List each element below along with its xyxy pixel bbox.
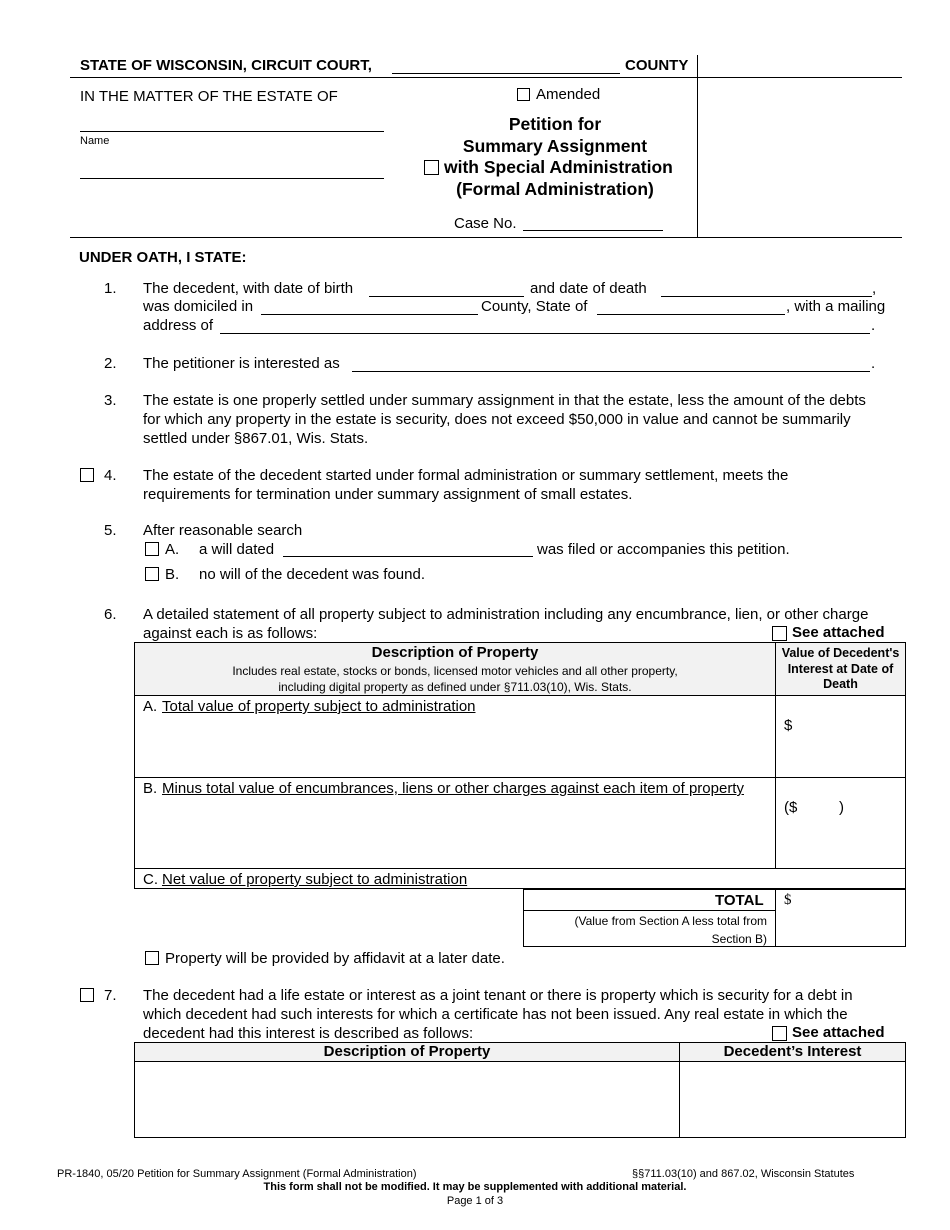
row-b-prefix: B. <box>143 780 158 797</box>
date-of-death-field[interactable] <box>661 296 872 297</box>
footer-notice: This form shall not be modified. It may be supplemented with additional material. <box>263 1181 687 1193</box>
estate-name-field-2[interactable] <box>80 178 384 179</box>
row-b-rule <box>134 868 906 869</box>
row-c-label: Net value of property subject to administration <box>162 871 468 888</box>
item-7-line-3: decedent had this interest is described as follows: <box>143 1025 474 1042</box>
case-no-field[interactable] <box>523 230 663 231</box>
table-header-rule <box>134 695 906 696</box>
item-5a-text-1: a will dated <box>199 541 275 558</box>
description-subtext-2: including digital property as defined under §711.03(10), Wis. Stats. <box>278 680 632 694</box>
name-label: Name <box>80 135 110 147</box>
footer-statutes: §§711.03(10) and 867.02, Wisconsin Statutes <box>632 1168 855 1180</box>
item-6-line-1: A detailed statement of all property subject to administration including any encumbrance, lien, or other charge <box>143 606 869 623</box>
title-line-1: Petition for <box>508 114 602 134</box>
interest-value-cell[interactable] <box>681 1063 904 1136</box>
row-b-label: Minus total value of encumbrances, liens or other charges against each item of property <box>162 780 744 797</box>
item-5a-letter: A. <box>165 541 180 558</box>
item-3-number: 3. <box>104 392 117 409</box>
header-divider <box>697 55 698 237</box>
item-4-line-1: The estate of the decedent started under formal administration or summary settlement, meets the <box>143 467 789 484</box>
special-administration-checkbox[interactable] <box>424 160 439 175</box>
item-3-line-3: settled under §867.01, Wis. Stats. <box>143 430 369 447</box>
title-line-2: Summary Assignment <box>462 136 648 156</box>
item-6-see-attached-checkbox[interactable] <box>772 626 787 641</box>
item-1-text-a: The decedent, with date of birth <box>143 280 354 297</box>
item-1-text-c: was domiciled in <box>143 298 254 315</box>
county-name-field[interactable] <box>392 73 620 74</box>
row-c-prefix: C. <box>143 871 158 888</box>
row-a-value[interactable]: $ <box>784 717 793 734</box>
interest-desc-header: Description of Property <box>323 1043 491 1060</box>
petitioner-interest-field[interactable] <box>352 371 870 372</box>
description-header: Description of Property <box>371 644 539 661</box>
total-note-1: (Value from Section A less total from <box>574 914 767 928</box>
value-header-line-2: Interest at Date of <box>787 662 894 676</box>
item-1-comma: , <box>872 280 877 297</box>
item-7-checkbox[interactable] <box>80 988 94 1002</box>
interest-description-cell[interactable] <box>136 1063 677 1136</box>
title-line-3: with Special Administration <box>444 157 673 177</box>
item-7-line-1: The decedent had a life estate or interest as a joint tenant or there is property which is security for a debt in <box>143 987 853 1004</box>
domicile-county-field[interactable] <box>261 314 478 315</box>
item-3-line-1: The estate is one properly settled under summary assignment in that the estate, less the amount of the debts <box>143 392 866 409</box>
affidavit-checkbox[interactable] <box>145 951 159 965</box>
total-box-rule <box>523 910 776 911</box>
court-heading: STATE OF WISCONSIN, CIRCUIT COURT, <box>80 57 372 74</box>
value-header-line-1: Value of Decedent's <box>781 646 900 660</box>
item-5-number: 5. <box>104 522 117 539</box>
item-6-line-2: against each is as follows: <box>143 625 318 642</box>
item-1-text-b: and date of death <box>530 280 647 297</box>
description-subtext-1: Includes real estate, stocks or bonds, licensed motor vehicles and all other property, <box>232 664 678 678</box>
domicile-state-field[interactable] <box>597 314 785 315</box>
footer-form-id: PR-1840, 05/20 Petition for Summary Assignment (Formal Administration) <box>57 1168 417 1180</box>
item-1-text-d: County, State of <box>481 298 588 315</box>
will-filed-checkbox[interactable] <box>145 542 159 556</box>
case-no-label: Case No. <box>454 215 517 232</box>
row-a-prefix: A. <box>143 698 158 715</box>
no-will-checkbox[interactable] <box>145 567 159 581</box>
item-5a-text-2: was filed or accompanies this petition. <box>537 541 790 558</box>
row-a-label: Total value of property subject to administration <box>162 698 476 715</box>
interest-header: Decedent’s Interest <box>723 1043 862 1060</box>
county-label: COUNTY <box>625 57 689 74</box>
row-b-value[interactable]: ($ ) <box>784 799 845 816</box>
item-7-see-attached-label: See attached <box>792 1024 885 1041</box>
item-5-text: After reasonable search <box>143 522 303 539</box>
item-7-line-2: which decedent had such interests for which a certificate has not been issued. Any real estate in which the <box>143 1006 848 1023</box>
item-7-number: 7. <box>104 987 117 1004</box>
item-6-see-attached-label: See attached <box>792 624 885 641</box>
estate-name-field[interactable] <box>80 131 384 132</box>
item-4-checkbox[interactable] <box>80 468 94 482</box>
item-1-number: 1. <box>104 280 117 297</box>
item-2-period: . <box>871 355 876 372</box>
header-rule <box>70 77 902 78</box>
mailing-address-field[interactable] <box>220 333 870 334</box>
will-date-field[interactable] <box>283 556 533 557</box>
item-1-text-e: , with a mailing <box>786 298 886 315</box>
item-1-text-f: address of <box>143 317 214 334</box>
date-of-birth-field[interactable] <box>369 296 524 297</box>
affidavit-label: Property will be provided by affidavit at a later date. <box>165 950 505 967</box>
row-a-rule <box>134 777 906 778</box>
item-5b-letter: B. <box>165 566 180 583</box>
item-4-line-2: requirements for termination under summary assignment of small estates. <box>143 486 633 503</box>
total-label: TOTAL <box>715 892 764 909</box>
amended-checkbox[interactable] <box>517 88 530 101</box>
amended-label: Amended <box>536 86 601 103</box>
item-6-number: 6. <box>104 606 117 623</box>
item-2-text: The petitioner is interested as <box>143 355 340 372</box>
total-note-2: Section B) <box>711 932 767 946</box>
matter-label: IN THE MATTER OF THE ESTATE OF <box>80 88 338 105</box>
item-5b-text: no will of the decedent was found. <box>199 566 425 583</box>
total-box-divider <box>775 889 776 947</box>
item-1-period: . <box>871 317 876 334</box>
item-2-number: 2. <box>104 355 117 372</box>
item-3-line-2: for which any property in the estate is security, does not exceed $50,000 in value and cannot be summarily <box>143 411 851 428</box>
oath-heading: UNDER OATH, I STATE: <box>79 249 247 266</box>
item-7-see-attached-checkbox[interactable] <box>772 1026 787 1041</box>
header-bottom-rule <box>70 237 902 238</box>
total-value[interactable]: $ <box>784 892 792 908</box>
interest-table-header-rule <box>134 1061 906 1062</box>
footer-page-number: Page 1 of 3 <box>446 1195 504 1207</box>
item-4-number: 4. <box>104 467 117 484</box>
title-line-4: (Formal Administration) <box>456 179 654 199</box>
value-header-line-3: Death <box>823 677 858 691</box>
